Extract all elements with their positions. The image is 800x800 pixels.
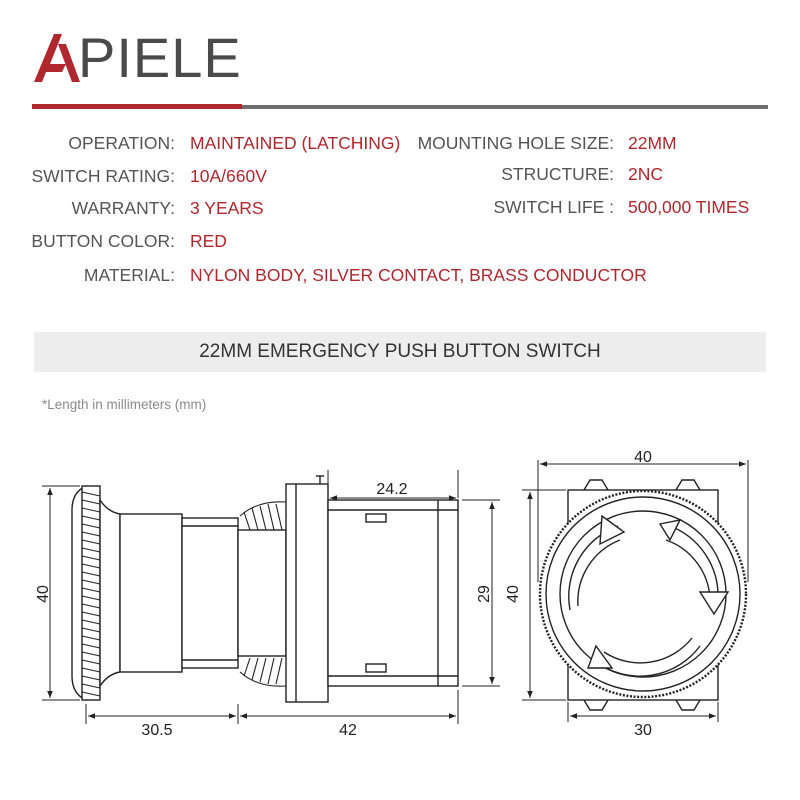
- spec-life-value: 500,000 TIMES: [628, 197, 750, 217]
- spec-structure-value: 2NC: [628, 164, 664, 184]
- dim-front-width: 40: [634, 449, 652, 466]
- side-view: [72, 476, 458, 702]
- dim-head-depth: 30.5: [141, 722, 173, 739]
- spec-life-label: SWITCH LIFE :: [493, 197, 614, 217]
- spec-hole-label: MOUNTING HOLE SIZE:: [417, 133, 614, 153]
- spec-material-value: NYLON BODY, SILVER CONTACT, BRASS CONDUCTOR: [190, 265, 647, 285]
- banner-title: 22MM EMERGENCY PUSH BUTTON SWITCH: [199, 341, 601, 362]
- dim-base-width: 30: [634, 722, 652, 739]
- dim-side-height: 40: [35, 585, 52, 603]
- units-note: *Length in millimeters (mm): [42, 397, 207, 412]
- spec-structure-label: STRUCTURE:: [501, 164, 614, 184]
- spec-operation-value: MAINTAINED (LATCHING): [190, 133, 401, 153]
- spec-warranty-label: WARRANTY:: [71, 198, 175, 218]
- dim-front-height: 40: [505, 585, 522, 603]
- spec-warranty-value: 3 YEARS: [190, 198, 264, 218]
- spec-rating-label: SWITCH RATING:: [31, 166, 175, 186]
- thread-top: [240, 502, 286, 530]
- thread-bottom: [240, 658, 286, 686]
- spec-color-label: BUTTON COLOR:: [31, 231, 175, 251]
- dim-contact-length: 24.2: [376, 481, 408, 498]
- spec-color-value: RED: [190, 231, 227, 251]
- spec-material-label: MATERIAL:: [83, 265, 175, 285]
- spec-hole-value: 22MM: [628, 133, 677, 153]
- dim-body-length: 42: [339, 722, 357, 739]
- front-view: [540, 480, 746, 710]
- dim-body-height: 29: [476, 585, 493, 603]
- brand-name: PIELE: [78, 26, 242, 89]
- spec-rating-value: 10A/660V: [190, 166, 267, 186]
- spec-operation-label: OPERATION:: [68, 133, 175, 153]
